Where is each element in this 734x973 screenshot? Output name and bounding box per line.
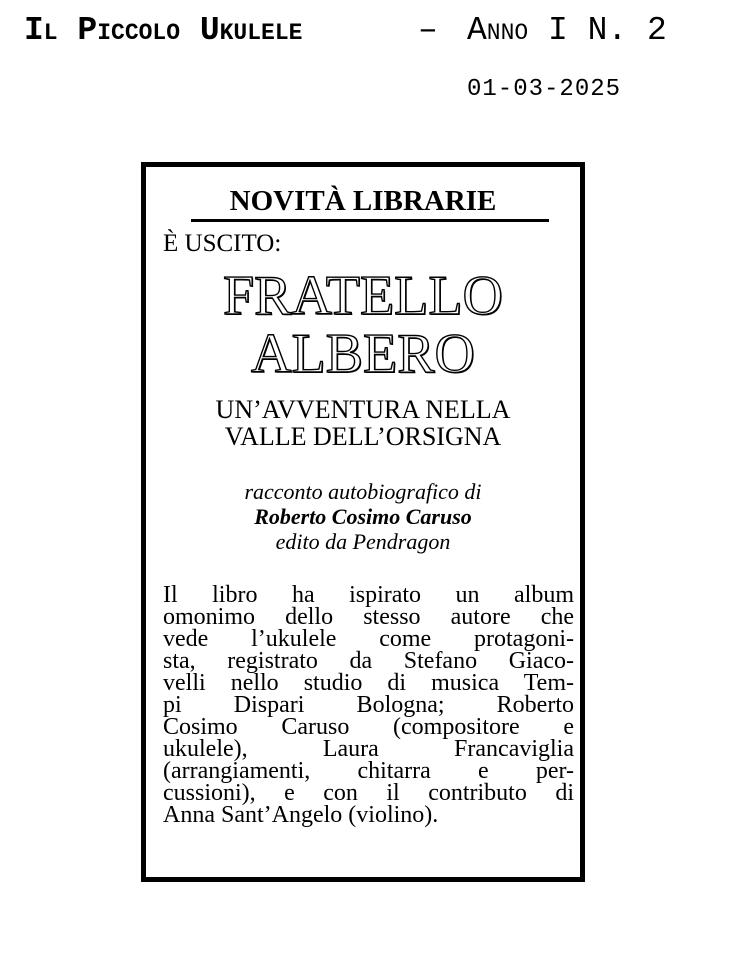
book-title (146, 267, 580, 383)
masthead (0, 12, 734, 103)
paragraph-line: sta, registrato da Stefano Giaco- (163, 648, 574, 674)
issue-number: Anno I N. 2 (467, 12, 667, 49)
paragraph-line: Cosimo Caruso (compositore e (163, 714, 574, 740)
book-subtitle (146, 396, 580, 450)
kicker: È USCITO: (163, 230, 282, 257)
credit-line: racconto autobiografico di (244, 479, 482, 504)
masthead-separator: – (418, 12, 438, 49)
book-announcement-box (141, 162, 585, 882)
author-name: Roberto Cosimo Caruso (254, 504, 472, 529)
paragraph-line: (arrangiamenti, chitarra e per- (163, 758, 574, 784)
paragraph-line: pi Dispari Bologna; Roberto (163, 692, 574, 718)
paragraph-line: Anna Sant’Angelo (violino). (163, 802, 439, 828)
book-title-line: FRATELLO (223, 265, 503, 327)
paragraph-line: Il libro ha ispirato un album (163, 582, 574, 608)
paragraph-line: cussioni), e con il contributo di (163, 780, 574, 806)
section-title-underline (191, 219, 549, 222)
paragraph-line: ukulele), Laura Francaviglia (163, 736, 574, 762)
issue-date: 01-03-2025 (467, 76, 622, 103)
paragraph-line: vede l’ukulele come protagoni- (163, 626, 574, 652)
publisher-line: edito da Pendragon (275, 529, 451, 554)
book-credits (146, 479, 580, 554)
book-subtitle-line: VALLE DELL’ORSIGNA (224, 422, 502, 451)
description-paragraph (163, 584, 574, 826)
paragraph-line: velli nello studio di musica Tem- (163, 670, 574, 696)
book-title-line: ALBERO (251, 323, 475, 385)
paragraph-line: omonimo dello stesso autore che (163, 604, 574, 630)
book-subtitle-line: UN’AVVENTURA NELLA (215, 395, 511, 424)
newspaper-title: Il Piccolo Ukulele (24, 12, 303, 49)
section-title: NOVITÀ LIBRARIE (229, 185, 497, 217)
